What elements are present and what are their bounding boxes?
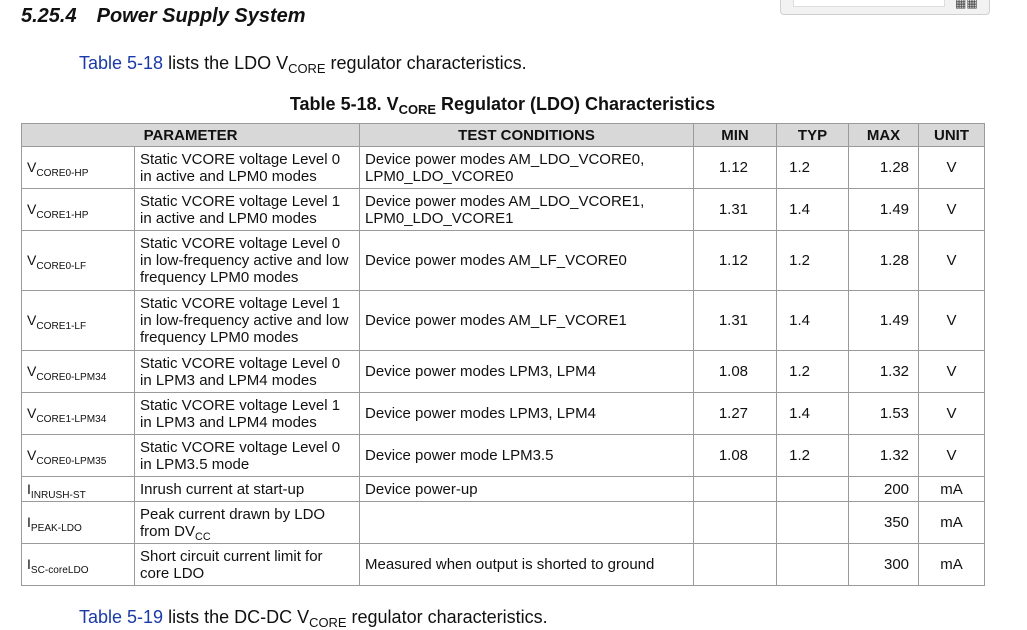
symbol-subscript: CORE0-LPM35 bbox=[36, 456, 107, 467]
symbol-subscript: SC-coreLDO bbox=[30, 565, 89, 576]
symbol-main: V bbox=[27, 312, 37, 328]
description-text: Peak current drawn by LDO from DV bbox=[140, 505, 326, 540]
param-symbol bbox=[22, 351, 135, 393]
header-parameter: PARAMETER bbox=[22, 124, 360, 147]
test-conditions: Device power modes LPM3, LPM4 bbox=[360, 393, 694, 435]
min-value bbox=[694, 502, 777, 544]
test-conditions: Measured when output is shorted to ground bbox=[360, 544, 694, 586]
caption-suffix: Regulator (LDO) Characteristics bbox=[436, 94, 716, 114]
description-text: Static VCORE voltage Level 0 in active and LPM0 modes bbox=[140, 150, 341, 185]
description-text: Short circuit current limit for core LDO bbox=[140, 547, 323, 582]
description-text: Static VCORE voltage Level 1 in LPM3 and LPM4 modes bbox=[140, 396, 341, 431]
param-symbol bbox=[22, 393, 135, 435]
table-row bbox=[22, 231, 985, 291]
table-row bbox=[22, 544, 985, 586]
typ-value: 1.2 bbox=[777, 231, 849, 291]
min-value: 1.08 bbox=[694, 351, 777, 393]
unit-value: V bbox=[919, 435, 985, 477]
max-value: 1.32 bbox=[849, 351, 919, 393]
typ-value: 1.4 bbox=[777, 189, 849, 231]
caption-subscript: CORE bbox=[398, 102, 437, 117]
max-value: 1.53 bbox=[849, 393, 919, 435]
test-conditions bbox=[360, 502, 694, 544]
typ-value bbox=[777, 477, 849, 502]
symbol-main: V bbox=[27, 447, 37, 463]
symbol-main: V bbox=[27, 159, 37, 175]
description-text: Inrush current at start-up bbox=[140, 480, 305, 498]
typ-value bbox=[777, 544, 849, 586]
param-description bbox=[135, 351, 360, 393]
param-description bbox=[135, 189, 360, 231]
description-text: Static VCORE voltage Level 0 in LPM3 and LPM4 modes bbox=[140, 354, 341, 389]
intro-text: lists the DC-DC V bbox=[163, 607, 310, 627]
typ-value: 1.2 bbox=[777, 351, 849, 393]
max-value: 350 bbox=[849, 502, 919, 544]
unit-value: mA bbox=[919, 544, 985, 586]
param-symbol bbox=[22, 189, 135, 231]
min-value: 1.12 bbox=[694, 147, 777, 189]
header-min: MIN bbox=[694, 124, 777, 147]
test-conditions: Device power modes AM_LF_VCORE0 bbox=[360, 231, 694, 291]
table-body bbox=[22, 147, 985, 586]
unit-value: V bbox=[919, 393, 985, 435]
param-description bbox=[135, 147, 360, 189]
unit-value: V bbox=[919, 231, 985, 291]
unit-value: V bbox=[919, 189, 985, 231]
test-conditions: Device power modes AM_LF_VCORE1 bbox=[360, 291, 694, 351]
param-symbol bbox=[22, 477, 135, 502]
test-conditions: Device power mode LPM3.5 bbox=[360, 435, 694, 477]
header-unit: UNIT bbox=[919, 124, 985, 147]
min-value bbox=[694, 544, 777, 586]
table-5-19-link[interactable]: Table 5-19 bbox=[79, 607, 164, 627]
param-description bbox=[135, 502, 360, 544]
typ-value: 1.2 bbox=[777, 435, 849, 477]
max-value: 1.28 bbox=[849, 147, 919, 189]
symbol-main: I bbox=[27, 556, 31, 572]
table-row bbox=[22, 502, 985, 544]
param-symbol bbox=[22, 502, 135, 544]
param-symbol bbox=[22, 147, 135, 189]
param-description bbox=[135, 393, 360, 435]
symbol-subscript: CORE1-LF bbox=[36, 321, 87, 332]
header-max: MAX bbox=[849, 124, 919, 147]
table-row bbox=[22, 147, 985, 189]
max-value: 200 bbox=[849, 477, 919, 502]
unit-value: V bbox=[919, 291, 985, 351]
table-caption bbox=[21, 94, 984, 115]
param-symbol bbox=[22, 544, 135, 586]
param-description bbox=[135, 291, 360, 351]
description-text: Static VCORE voltage Level 1 in active and LPM0 modes bbox=[140, 192, 341, 227]
table-header-row bbox=[22, 124, 985, 147]
max-value: 300 bbox=[849, 544, 919, 586]
table-row bbox=[22, 351, 985, 393]
param-symbol bbox=[22, 435, 135, 477]
description-text: Static VCORE voltage Level 0 in low-frequency active and low frequency LPM0 modes bbox=[140, 235, 349, 286]
symbol-main: V bbox=[27, 363, 37, 379]
min-value: 1.08 bbox=[694, 435, 777, 477]
symbol-main: V bbox=[27, 252, 37, 268]
intro-subscript: CORE bbox=[288, 61, 326, 76]
min-value: 1.27 bbox=[694, 393, 777, 435]
intro-paragraph-top bbox=[79, 53, 527, 74]
unit-value: V bbox=[919, 351, 985, 393]
table-row bbox=[22, 477, 985, 502]
symbol-subscript: CORE0-LF bbox=[36, 261, 87, 272]
param-description bbox=[135, 544, 360, 586]
max-value: 1.28 bbox=[849, 231, 919, 291]
window-tile-icon[interactable]: ▦▦ bbox=[955, 0, 978, 10]
description-subscript: CC bbox=[195, 530, 211, 543]
typ-value bbox=[777, 502, 849, 544]
test-conditions: Device power modes AM_LDO_VCORE1, LPM0_LDO_VCORE1 bbox=[360, 189, 694, 231]
intro-text-end: regulator characteristics. bbox=[346, 607, 548, 627]
typ-value: 1.4 bbox=[777, 291, 849, 351]
max-value: 1.49 bbox=[849, 291, 919, 351]
toolbar-input-fragment[interactable] bbox=[793, 0, 945, 7]
typ-value: 1.2 bbox=[777, 147, 849, 189]
unit-value: mA bbox=[919, 477, 985, 502]
section-number: 5.25.4 bbox=[21, 5, 77, 27]
header-test-conditions: TEST CONDITIONS bbox=[360, 124, 694, 147]
test-conditions: Device power modes AM_LDO_VCORE0, LPM0_LDO_VCORE0 bbox=[360, 147, 694, 189]
table-row bbox=[22, 291, 985, 351]
caption-prefix: Table 5-18. V bbox=[289, 94, 399, 114]
symbol-subscript: CORE1-LPM34 bbox=[36, 414, 107, 425]
symbol-main: I bbox=[27, 514, 31, 530]
test-conditions: Device power modes LPM3, LPM4 bbox=[360, 351, 694, 393]
symbol-subscript: INRUSH-ST bbox=[30, 489, 86, 501]
param-description bbox=[135, 435, 360, 477]
max-value: 1.32 bbox=[849, 435, 919, 477]
intro-paragraph-bottom bbox=[79, 607, 548, 628]
header-typ: TYP bbox=[777, 124, 849, 147]
intro-text: lists the LDO V bbox=[163, 53, 289, 73]
intro-text-end: regulator characteristics. bbox=[325, 53, 527, 73]
typ-value: 1.4 bbox=[777, 393, 849, 435]
unit-value: V bbox=[919, 147, 985, 189]
min-value: 1.31 bbox=[694, 189, 777, 231]
section-heading bbox=[21, 5, 306, 28]
symbol-subscript: CORE0-LPM34 bbox=[36, 372, 107, 383]
symbol-subscript: PEAK-LDO bbox=[30, 523, 82, 534]
unit-value: mA bbox=[919, 502, 985, 544]
param-symbol bbox=[22, 291, 135, 351]
description-text: Static VCORE voltage Level 0 in LPM3.5 mode bbox=[140, 438, 341, 473]
symbol-main: V bbox=[27, 405, 37, 421]
min-value: 1.31 bbox=[694, 291, 777, 351]
param-description bbox=[135, 231, 360, 291]
test-conditions: Device power-up bbox=[360, 477, 694, 502]
table-row bbox=[22, 189, 985, 231]
min-value: 1.12 bbox=[694, 231, 777, 291]
description-text: Static VCORE voltage Level 1 in low-frequency active and low frequency LPM0 modes bbox=[140, 295, 349, 346]
symbol-subscript: CORE1-HP bbox=[36, 210, 89, 221]
symbol-subscript: CORE0-HP bbox=[36, 168, 89, 179]
table-5-18-link[interactable]: Table 5-18 bbox=[79, 53, 164, 73]
table-row bbox=[22, 393, 985, 435]
param-description bbox=[135, 477, 360, 502]
max-value: 1.49 bbox=[849, 189, 919, 231]
ldo-characteristics-table bbox=[21, 123, 985, 586]
symbol-main: I bbox=[27, 480, 31, 497]
section-title: Power Supply System bbox=[96, 5, 306, 27]
min-value bbox=[694, 477, 777, 502]
toolbar-widget bbox=[780, 0, 990, 15]
table-row bbox=[22, 435, 985, 477]
param-symbol bbox=[22, 231, 135, 291]
intro-subscript: CORE bbox=[309, 615, 347, 630]
symbol-main: V bbox=[27, 201, 37, 217]
